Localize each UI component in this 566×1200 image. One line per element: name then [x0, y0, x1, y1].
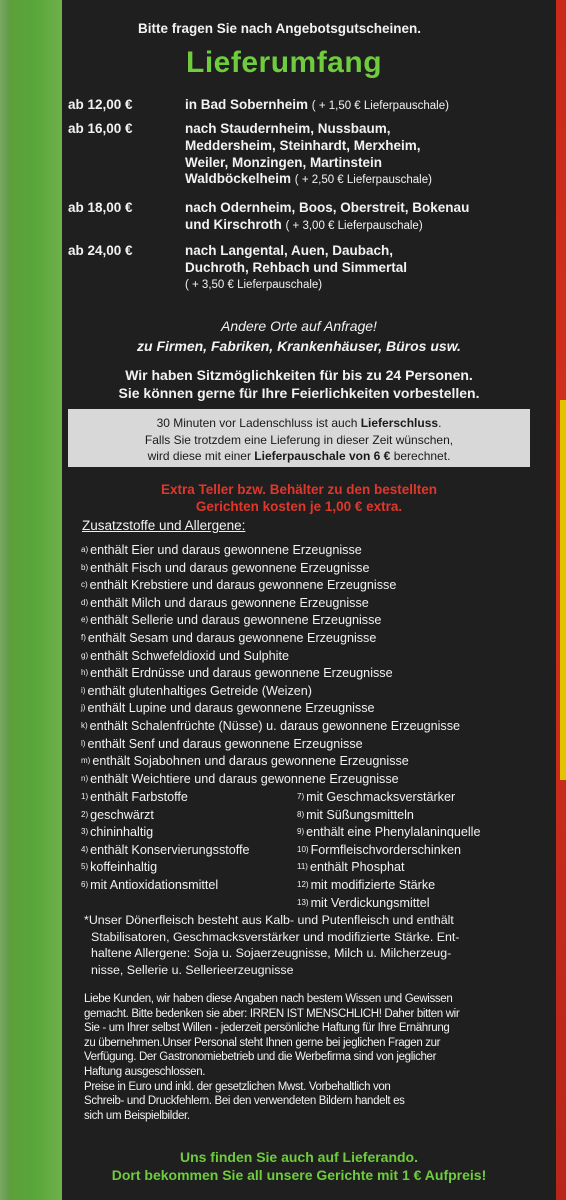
- allergen-letter-list: [81, 542, 460, 788]
- disclaimer-line: sich um Beispielbilder.: [84, 1109, 190, 1122]
- disclaimer-line: Schreib- und Druckfehlern. Bei den verwendeten Bildern handelt es: [84, 1095, 405, 1108]
- allergen-key: 9): [297, 827, 305, 837]
- minimum-order: ab 18,00 €: [68, 200, 133, 215]
- coupon-note: Bitte fragen Sie nach Angebotsgutscheinen.: [138, 21, 422, 36]
- allergen-key: f): [81, 632, 86, 642]
- doener-note-line: nisse, Sellerie u. Sellerieerzeugnisse: [91, 963, 294, 978]
- allergen-key: 12): [297, 879, 309, 889]
- doener-note-line: *Unser Dönerfleisch besteht aus Kalb- und Putenfleisch und enthält: [84, 913, 454, 927]
- allergen-item: [81, 665, 460, 683]
- minimum-order: ab 16,00 €: [68, 121, 133, 136]
- allergen-item: [81, 771, 460, 789]
- delivery-area: [185, 200, 469, 235]
- allergen-key: c): [81, 580, 88, 590]
- allergen-item: [81, 700, 460, 718]
- delivery-fee: ( + 1,50 € Lieferpauschale): [311, 100, 449, 112]
- allergen-key: j): [81, 703, 86, 713]
- allergen-text: enthält glutenhaltiges Getreide (Weizen): [87, 683, 312, 698]
- allergen-text: enthält Krebstiere und daraus gewonnene Erzeugnisse: [89, 578, 397, 593]
- delivery-fee: ( + 2,50 € Lieferpauschale): [294, 174, 432, 187]
- allergen-text: mit Verdickungsmittel: [310, 895, 430, 910]
- delivery-area-line: nach Odernheim, Boos, Oberstreit, Bokenau: [185, 200, 470, 215]
- footer-line2: Dort bekommen Sie all unsere Gerichte mit 1 € Aufpreis!: [111, 1167, 487, 1183]
- allergen-item: [297, 824, 480, 842]
- allergen-text: enthält Farbstoffe: [90, 790, 188, 804]
- allergen-key: m): [81, 756, 91, 766]
- allergen-item: [81, 718, 460, 736]
- allergen-item: [81, 842, 250, 860]
- delivery-cutoff-notice: [68, 409, 530, 467]
- allergen-text: Formfleischvorderschinken: [310, 842, 462, 857]
- allergen-item: [81, 542, 460, 560]
- disclaimer-line: Liebe Kunden, wir haben diese Angaben nach bestem Wissen und Gewissen: [84, 993, 453, 1005]
- allergen-item: [81, 859, 250, 877]
- allergen-item: [81, 577, 460, 595]
- allergen-key: 10): [297, 844, 309, 854]
- seating-line2: Sie können gerne für Ihre Feierlichkeiten vorbestellen.: [118, 385, 480, 401]
- allergen-item: [297, 859, 480, 877]
- allergen-text: enthält Sojabohnen und daraus gewonnene Erzeugnisse: [92, 754, 409, 769]
- notice-line1: 30 Minuten vor Ladenschluss ist auch Lieferschluss.: [156, 416, 442, 430]
- minimum-order: ab 24,00 €: [68, 243, 133, 258]
- allergens-heading: Zusatzstoffe und Allergene:: [82, 518, 246, 533]
- disclaimer-line: Haftung ausgeschlossen.: [84, 1065, 206, 1078]
- notice-line3: wird diese mit einer Lieferpauschale von 6 € berechnet.: [147, 449, 451, 463]
- delivery-area: [185, 243, 407, 293]
- disclaimer-line: Sie - um Ihrer selbst Willen - jederzeit persönliche Haftung für Ihre Ernährung: [84, 1022, 450, 1035]
- disclaimer-line: Verfügung. Der Gastronomiebetrieb und die Werbefirma sind von jeglicher: [84, 1051, 437, 1064]
- allergen-text: enthält Fisch und daraus gewonnene Erzeugnisse: [90, 560, 370, 575]
- allergen-key: 4): [81, 844, 89, 854]
- allergen-text: enthält Phosphat: [309, 860, 405, 875]
- delivery-area-line: Weiler, Monzingen, Martinstein: [185, 154, 383, 170]
- allergen-key: 3): [81, 827, 89, 837]
- disclaimer-line: zu übernehmen.Unser Personal steht Ihnen gerne bei jeglichen Fragen zur: [84, 1036, 441, 1049]
- other-places-note: [68, 316, 530, 356]
- disclaimer-line: gemacht. Bitte bedenken sie aber: IRREN IST MENSCHLICH! Daher bitten wir: [84, 1007, 460, 1020]
- allergen-text: enthält Erdnüsse und daraus gewonnene Erzeugnisse: [90, 666, 393, 681]
- allergen-item: [297, 789, 480, 807]
- minimum-order: ab 12,00 €: [68, 97, 133, 112]
- allergen-key: 7): [297, 792, 305, 801]
- allergen-item: [81, 595, 460, 613]
- extra-plates-note: [68, 481, 530, 515]
- allergen-text: enthält Sesam und daraus gewonnene Erzeugnisse: [87, 630, 377, 645]
- allergen-item: [297, 877, 480, 895]
- allergen-text: enthält Weichtiere und daraus gewonnene Erzeugnisse: [90, 771, 399, 786]
- allergen-key: g): [81, 650, 89, 660]
- allergen-item: [81, 683, 460, 701]
- allergen-text: chininhaltig: [90, 825, 154, 840]
- allergen-item: [81, 789, 250, 807]
- allergen-key: 1): [81, 792, 89, 801]
- allergen-key: k): [81, 720, 88, 730]
- allergen-key: n): [81, 773, 89, 783]
- additive-list-right: [297, 789, 480, 912]
- delivery-fee: ( + 3,00 € Lieferpauschale): [285, 219, 423, 232]
- allergen-text: enthält Konservierungsstoffe: [90, 842, 250, 857]
- seating-note: [68, 366, 530, 402]
- other-places-line2: zu Firmen, Fabriken, Krankenhäuser, Büros usw.: [137, 338, 461, 354]
- yellow-accent-stripe: [560, 400, 566, 780]
- doener-note-line: Stabilisatoren, Geschmacksverstärker und modifizierte Stärke. Ent-: [91, 929, 460, 944]
- delivery-area-line: und Kirschroth ( + 3,00 € Lieferpauschale): [185, 216, 423, 232]
- allergen-item: [81, 560, 460, 578]
- delivery-area-line: nach Langental, Auen, Daubach,: [185, 243, 394, 258]
- footer-line1: Uns finden Sie auch auf Lieferando.: [179, 1149, 419, 1165]
- disclaimer-text: [84, 992, 459, 1123]
- allergen-text: enthält Eier und daraus gewonnene Erzeugnisse: [90, 543, 362, 557]
- allergen-text: mit Süßungsmitteln: [306, 807, 414, 822]
- allergen-key: 11): [297, 862, 308, 872]
- allergen-text: mit Geschmacksverstärker: [306, 790, 456, 804]
- delivery-area-line: in Bad Sobernheim ( + 1,50 € Lieferpauschale): [185, 97, 449, 112]
- allergen-key: d): [81, 597, 89, 607]
- lieferando-note: [68, 1148, 530, 1184]
- doener-note-line: haltene Allergene: Soja u. Sojaerzeugnisse, Milch u. Milcherzeug-: [91, 946, 452, 961]
- allergen-key: b): [81, 562, 89, 572]
- allergen-key: 2): [81, 809, 89, 819]
- allergen-text: enthält Lupine und daraus gewonnene Erzeugnisse: [87, 701, 375, 716]
- allergen-text: koffeinhaltig: [90, 860, 158, 875]
- allergen-key: h): [81, 668, 89, 678]
- allergen-text: enthält Sellerie und daraus gewonnene Erzeugnisse: [90, 613, 382, 628]
- allergen-key: 6): [81, 879, 89, 889]
- allergen-key: e): [81, 615, 89, 625]
- allergen-item: [81, 736, 460, 754]
- allergen-text: enthält eine Phenylalaninquelle: [306, 825, 481, 840]
- allergen-item: [297, 895, 480, 913]
- allergen-text: mit Antioxidationsmittel: [90, 877, 219, 892]
- delivery-fee: ( + 3,50 € Lieferpauschale): [185, 278, 323, 291]
- allergen-item: [297, 842, 480, 860]
- allergen-item: [81, 807, 250, 825]
- other-places-line1: Andere Orte auf Anfrage!: [221, 318, 377, 334]
- allergen-key: 5): [81, 862, 89, 872]
- delivery-area: [185, 97, 449, 115]
- delivery-area: [185, 121, 432, 189]
- extra-line1: Extra Teller bzw. Behälter zu den bestellten: [160, 482, 438, 497]
- allergen-text: enthält Schalenfrüchte (Nüsse) u. daraus gewonnene Erzeugnisse: [89, 718, 461, 733]
- seating-line1: Wir haben Sitzmöglichkeiten für bis zu 24 Personen.: [125, 367, 473, 383]
- delivery-area-line: nach Staudernheim, Nussbaum,: [185, 121, 391, 136]
- allergen-key: 8): [297, 809, 305, 819]
- allergen-item: [81, 612, 460, 630]
- allergen-text: geschwärzt: [90, 807, 154, 822]
- allergen-key: l): [81, 738, 86, 748]
- allergen-item: [297, 807, 480, 825]
- disclaimer-line: Preise in Euro und inkl. der gesetzlichen Mwst. Vorbehaltlich von: [84, 1080, 391, 1093]
- extra-line2: Gerichten kosten je 1,00 € extra.: [195, 499, 403, 514]
- doener-meat-note: [84, 912, 459, 979]
- allergen-key: i): [81, 685, 86, 695]
- allergen-key: 13): [297, 897, 309, 907]
- delivery-area-line: Waldböckelheim ( + 2,50 € Lieferpauschale): [185, 171, 432, 187]
- allergen-item: [81, 753, 460, 771]
- allergen-item: [81, 877, 250, 895]
- green-side-stripe: [0, 0, 62, 1200]
- allergen-text: enthält Senf und daraus gewonnene Erzeugnisse: [87, 736, 363, 751]
- allergen-item: [81, 630, 460, 648]
- allergen-text: mit modifizierte Stärke: [310, 877, 436, 892]
- allergen-text: enthält Schwefeldioxid und Sulphite: [90, 648, 289, 663]
- additive-list-left: [81, 789, 250, 895]
- allergen-key: a): [81, 545, 89, 554]
- delivery-area-line: Duchroth, Rehbach und Simmertal: [185, 259, 408, 275]
- notice-line2: Falls Sie trotzdem eine Lieferung in dieser Zeit wünschen,: [144, 432, 454, 447]
- allergen-item: [81, 824, 250, 842]
- page-title: Lieferumfang: [186, 46, 383, 79]
- allergen-text: enthält Milch und daraus gewonnene Erzeugnisse: [90, 595, 369, 610]
- delivery-area-line: Meddersheim, Steinhardt, Merxheim,: [185, 137, 421, 153]
- allergen-item: [81, 648, 460, 666]
